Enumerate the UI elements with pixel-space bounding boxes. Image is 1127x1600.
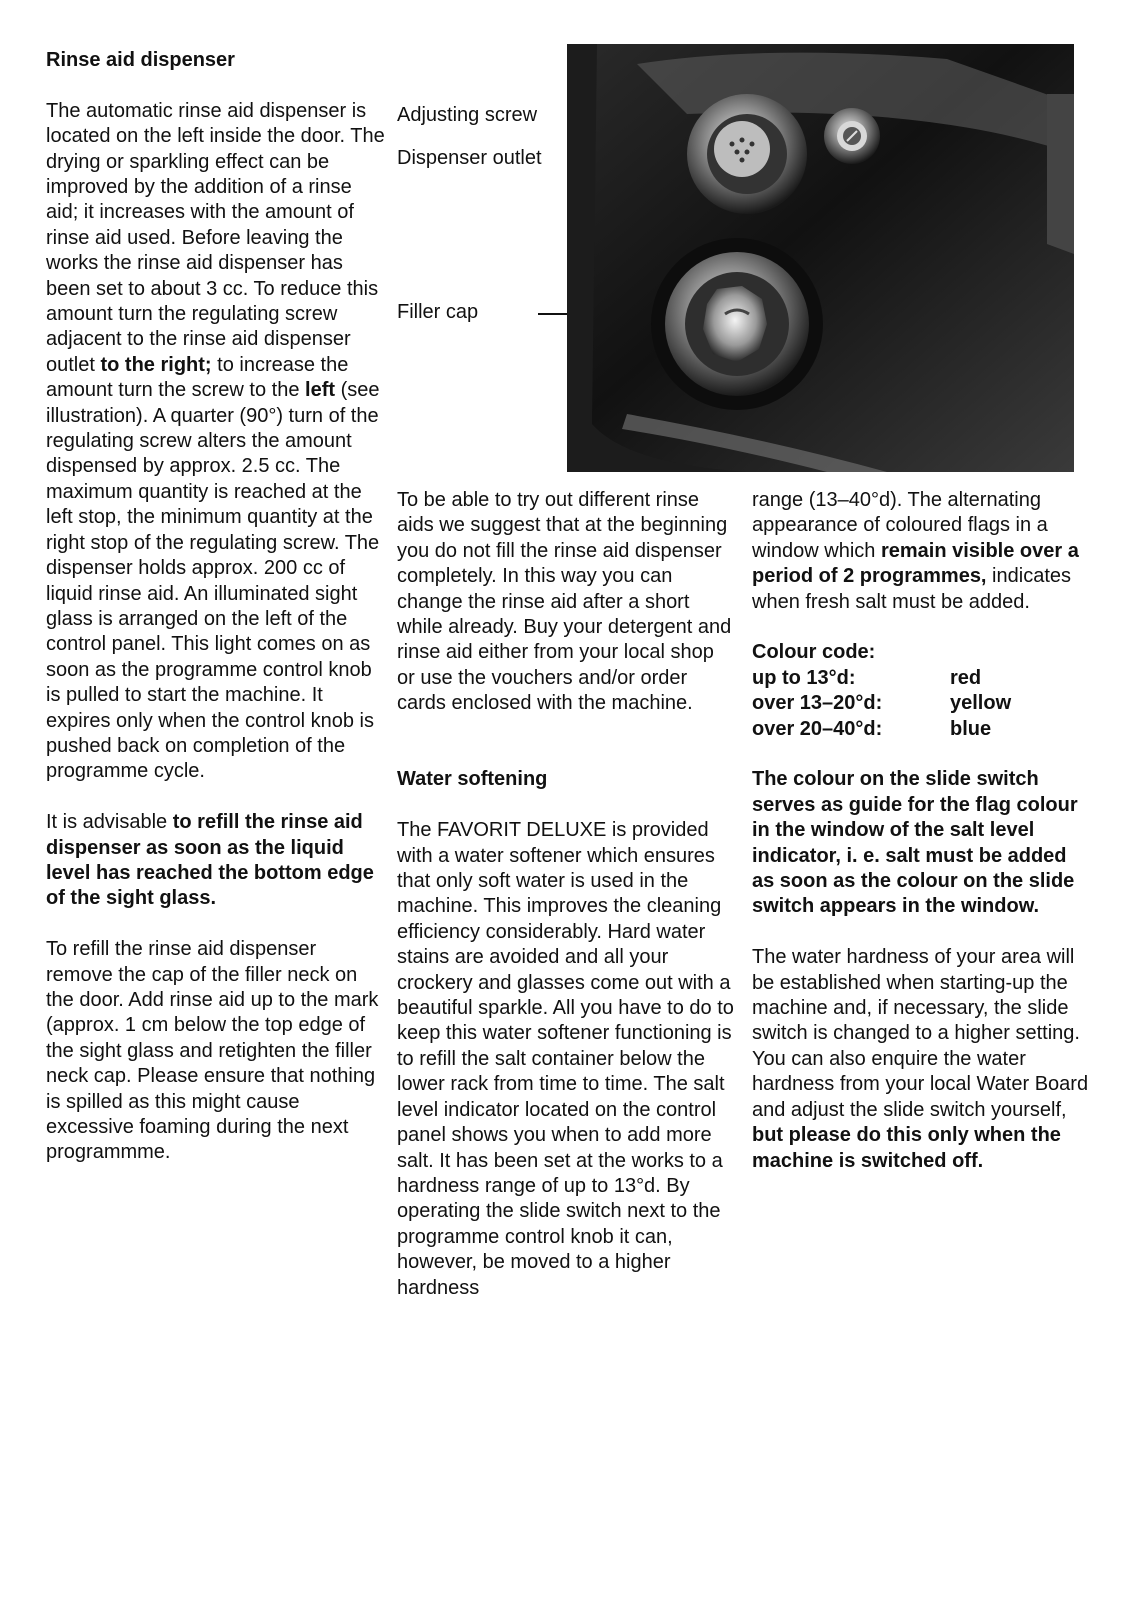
label-filler-cap: Filler cap	[397, 301, 479, 323]
colour-value: red	[950, 666, 982, 689]
rinse-aid-tips-paragraph: To be able to try out different rinse aids we suggest that at the beginning you do not fill the rinse aid dispenser completely. In this way you can change the rinse aid after a short while already. Buy your detergent and rinse aid either from your local shop or use the vouchers and/or order cards enclosed with the machine.	[397, 489, 732, 715]
dispenser-photo	[567, 44, 1074, 472]
water-softening-paragraph: The FAVORIT DELUXE is provided with a water softener which ensures that only soft water is used in the machine. This improves the cleaning efficiency considerably. Hard water stains are avoided and all your crockery and glasses come out with a beautiful sparkle. All you have to do to keep this water softener functioning is to refill the salt container below the lower rack from time to time. The salt level indicator located on the control panel shows you when to add more salt. It has been set at the works to a hardness range of up to 13°d. By operating the slide switch next to the programme control knob it can, however, be moved to a higher hardness	[397, 819, 734, 1299]
filler-cap	[651, 238, 823, 410]
label-dispenser-outlet: Dispenser outlet	[397, 147, 542, 169]
adjusting-screw	[824, 108, 880, 164]
colour-value: blue	[950, 717, 992, 740]
colour-range: over 20–40°d:	[752, 717, 883, 740]
colour-code-heading: Colour code:	[752, 641, 876, 664]
right-column	[752, 488, 1092, 1174]
left-column	[46, 48, 386, 1166]
slide-switch-guide-paragraph: The colour on the slide switch serves as guide for the flag colour in the window of the salt level indicator, i. e. salt must be added as soon as the colour on the slide switch appears in the window.	[752, 768, 1078, 918]
colour-range: over 13–20°d:	[752, 692, 883, 715]
section-heading-rinse-aid: Rinse aid dispenser	[46, 49, 235, 71]
middle-column	[397, 488, 737, 1301]
refill-instructions-paragraph: To refill the rinse aid dispenser remove the cap of the filler neck on the door. Add rinse aid up to the mark (approx. 1 cm below the top edge of the sight glass and retighten the filler neck cap. Please ensure that nothing is spilled as this might cause excessive foaming during the next programmme.	[46, 938, 379, 1164]
colour-value: yellow	[950, 692, 1012, 715]
refill-advice-paragraph: It is advisable to refill the rinse aid dispenser as soon as the liquid level has reached the bottom edge of the sight glass.	[46, 811, 374, 910]
side-bracket	[1047, 94, 1074, 254]
water-hardness-paragraph: The water hardness of your area will be established when starting-up the machine and, if necessary, the slide switch is changed to a higher setting. You can also enquire the water hardness from your local Water Board and adjust the slide switch yourself, but please do this only when the machine is switched off.	[752, 946, 1089, 1172]
colour-range: up to 13°d:	[752, 666, 856, 689]
section-heading-water-softening: Water softening	[397, 768, 548, 791]
dispenser-outlet-assembly	[687, 94, 807, 214]
rinse-aid-paragraph: The automatic rinse aid dispenser is located on the left inside the door. The drying or sparkling effect can be improved by the addition of a rinse aid; it increases with the amount of rinse aid used. Before leaving the works the rinse aid dispenser has been set to about 3 cc. To reduce this amount turn the regulating screw adjacent to the rinse aid dispenser outlet to the right; to increase the amount turn the screw to the left (see illustration). A quarter (90°) turn of the regulating screw alters the amount dispensed by approx. 2.5 cc. The maximum quantity is reached at the left stop, the minimum quantity at the right stop of the regulating screw. The dispenser holds approx. 200 cc of liquid rinse aid. An illuminated sight glass is arranged on the left of the control panel. This light comes on as soon as the programme control knob is pulled to start the machine. It expires only when the control knob is pushed back on completion of the programme cycle.	[46, 99, 385, 783]
colour-code-table	[752, 666, 1092, 742]
label-adjusting-screw: Adjusting screw	[397, 104, 538, 126]
salt-indicator-paragraph: range (13–40°d). The alternating appearance of coloured flags in a window which remain visible over a period of 2 programmes, indicates when fresh salt must be added.	[752, 489, 1079, 613]
